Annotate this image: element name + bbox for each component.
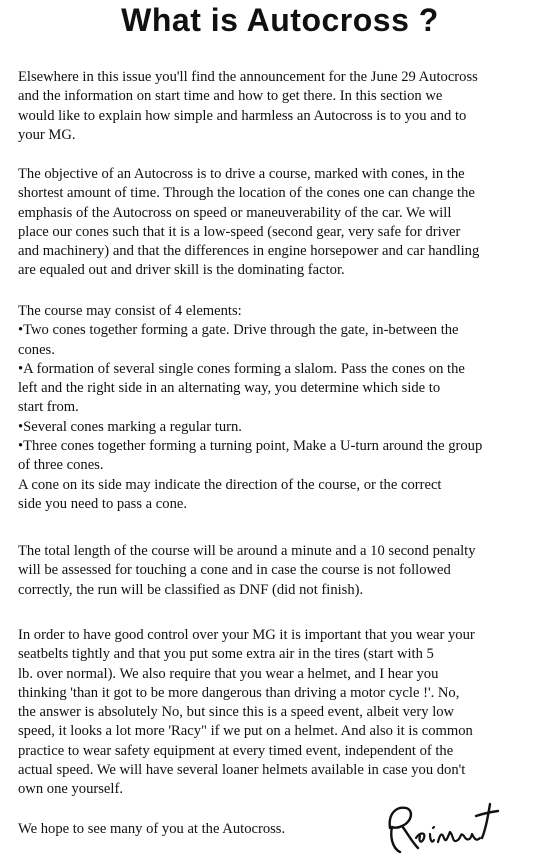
text-line: •A formation of several single cones forming a slalom. Pass the cones on the (18, 360, 465, 377)
text-line: The course may consist of 4 elements: (18, 303, 242, 319)
handwritten-signature (378, 798, 508, 856)
text-line: A cone on its side may indicate the direction of the course, or the correct (18, 476, 442, 493)
text-line: speed, it looks a lot more 'Racy" if we put on a helmet. And also it is common (18, 723, 473, 740)
text-line: and machinery) and that the differences in engine horsepower and car handling (18, 243, 480, 260)
text-line: would like to explain how simple and harmless an Autocross is to you and to (18, 107, 467, 124)
text-line: correctly, the run will be classified as DNF (did not finish). (18, 581, 364, 598)
text-line: The total length of the course will be around a minute and a 10 second penalty (18, 543, 476, 559)
text-line: cones. (18, 341, 55, 358)
text-line: practice to wear safety equipment at every timed event, independent of the (18, 742, 454, 759)
paragraph-course-length (18, 542, 544, 600)
text-line: your MG. (18, 126, 76, 143)
text-line: In order to have good control over your MG it is important that you wear your (18, 627, 475, 643)
text-line: •Two cones together forming a gate. Drive through the gate, in-between the (18, 322, 459, 339)
text-line: thinking 'than it got to be more dangerous than driving a motor cycle !'. No, (18, 684, 460, 701)
text-line: •Several cones marking a regular turn. (18, 418, 242, 435)
paragraph-intro (18, 68, 544, 145)
paragraph-safety (18, 626, 544, 800)
text-line: seatbelts tightly and that you put some extra air in the tires (start with 5 (18, 646, 434, 663)
paragraph-objective (18, 165, 544, 281)
text-line: •Three cones together forming a turning point, Make a U-turn around the group (18, 438, 483, 455)
text-line: Elsewhere in this issue you'll find the announcement for the June 29 Autocross (18, 69, 478, 85)
page-title: What is Autocross ? (121, 2, 439, 38)
text-line: lb. over normal). We also require that you wear a helmet, and I hear you (18, 665, 439, 682)
text-line: will be assessed for touching a cone and in case the course is not followed (18, 562, 451, 579)
text-line: side you need to pass a cone. (18, 495, 187, 512)
text-line: of three cones. (18, 457, 104, 474)
text-line: actual speed. We will have several loaner helmets available in case you don't (18, 762, 466, 779)
paragraph-course-elements (18, 302, 544, 514)
text-line: shortest amount of time. Through the location of the cones one can change the (18, 185, 475, 202)
text-line: start from. (18, 399, 79, 416)
text-line: The objective of an Autocross is to drive a course, marked with cones, in the (18, 166, 465, 182)
text-line: the answer is absolutely No, but since this is a speed event, albeit very low (18, 704, 455, 721)
text-line: own one yourself. (18, 781, 123, 798)
text-line: left and the right side in an alternating way, you determine which side to (18, 380, 441, 397)
text-line: emphasis of the Autocross on speed or maneuverability of the car. We will (18, 204, 452, 221)
text-line: are equaled out and driver skill is the dominating factor. (18, 262, 345, 279)
text-line: place our cones such that it is a low-speed (second gear, very safe for driver (18, 223, 461, 240)
text-line: and the information on start time and how to get there. In this section we (18, 88, 443, 105)
text-line: We hope to see many of you at the Autocross. (18, 821, 286, 837)
